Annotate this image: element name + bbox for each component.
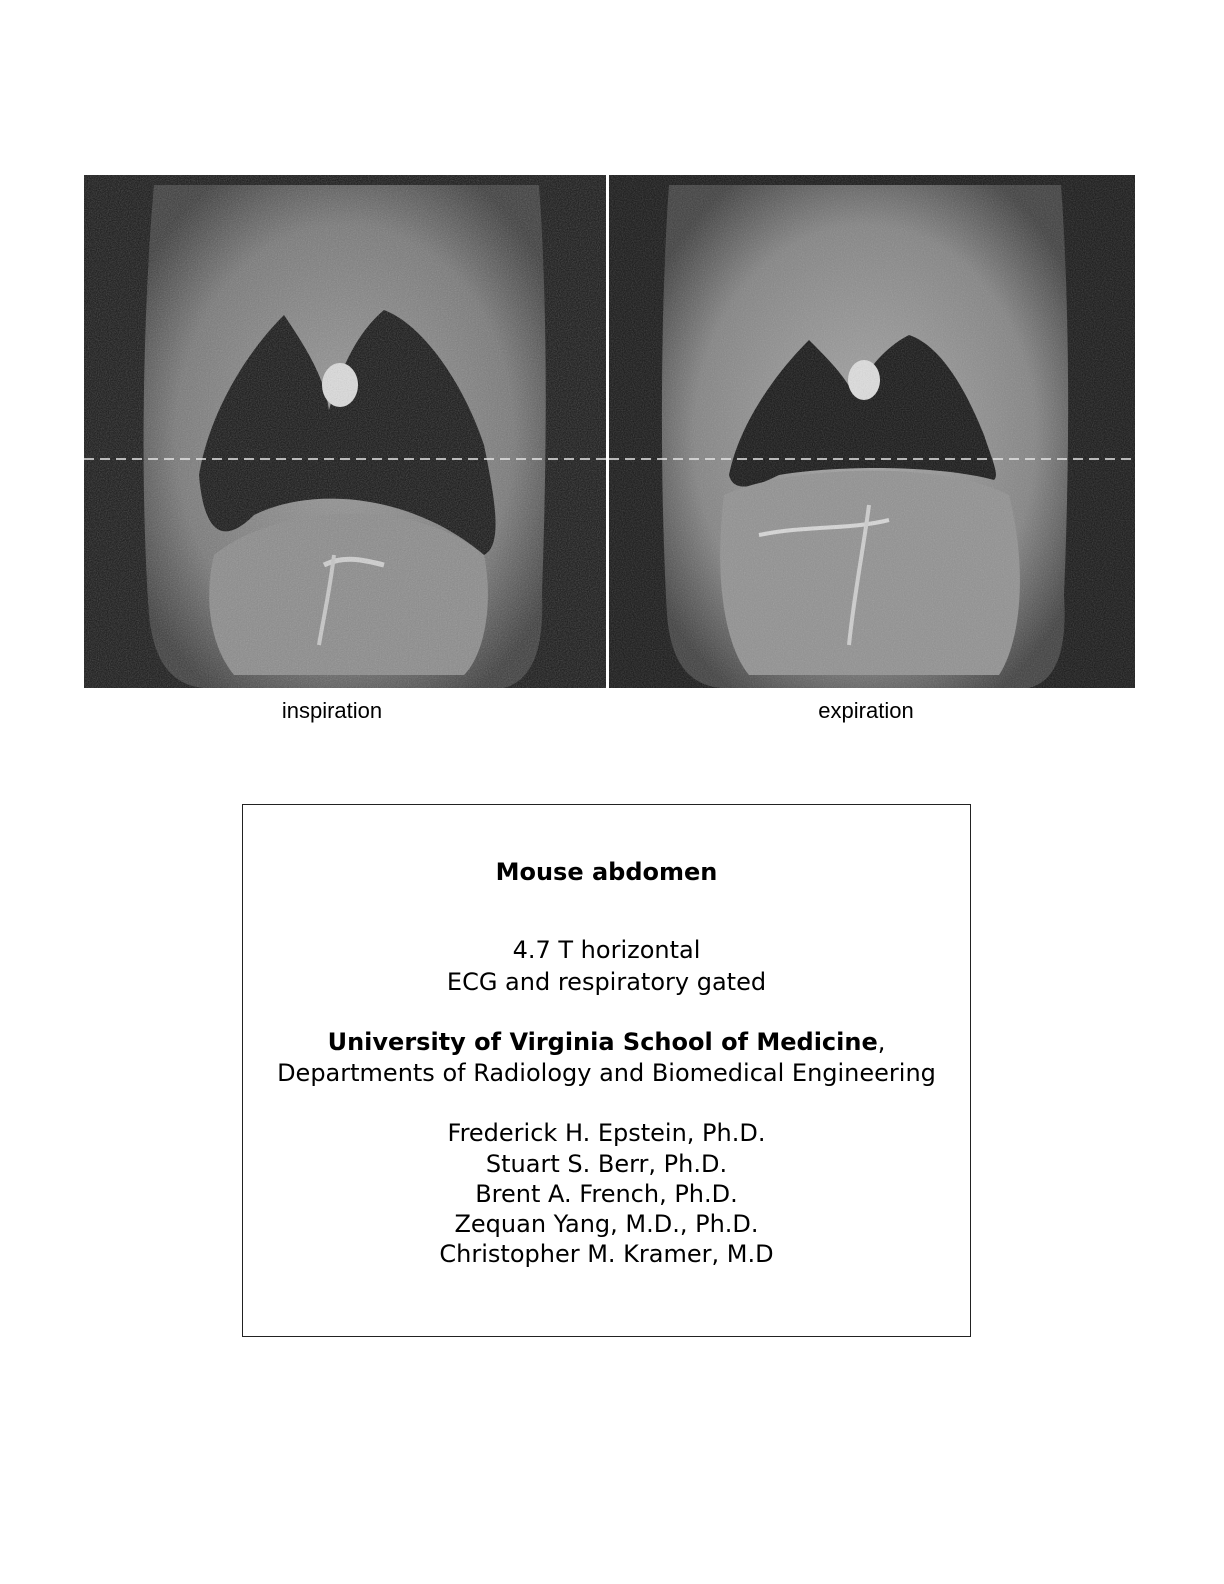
author-4: Zequan Yang, M.D., Ph.D. bbox=[454, 1210, 759, 1238]
info-title: Mouse abdomen bbox=[495, 858, 718, 886]
info-box bbox=[242, 804, 971, 1337]
departments-text: Departments of Radiology and Biomedical Engineering bbox=[277, 1059, 936, 1087]
mri-image-inspiration bbox=[84, 175, 606, 688]
author-5: Christopher M. Kramer, M.D bbox=[439, 1240, 774, 1268]
author-3: Brent A. French, Ph.D. bbox=[475, 1180, 738, 1208]
gating-text: ECG and respiratory gated bbox=[446, 968, 767, 996]
scanner-text: 4.7 T horizontal bbox=[512, 936, 701, 964]
institution-text: University of Virginia School of Medicine, bbox=[327, 1028, 886, 1056]
caption-inspiration: inspiration bbox=[281, 698, 383, 723]
mri-image-expiration bbox=[609, 175, 1135, 688]
author-1: Frederick H. Epstein, Ph.D. bbox=[447, 1119, 766, 1147]
caption-expiration: expiration bbox=[818, 698, 914, 723]
author-2: Stuart S. Berr, Ph.D. bbox=[485, 1150, 728, 1178]
